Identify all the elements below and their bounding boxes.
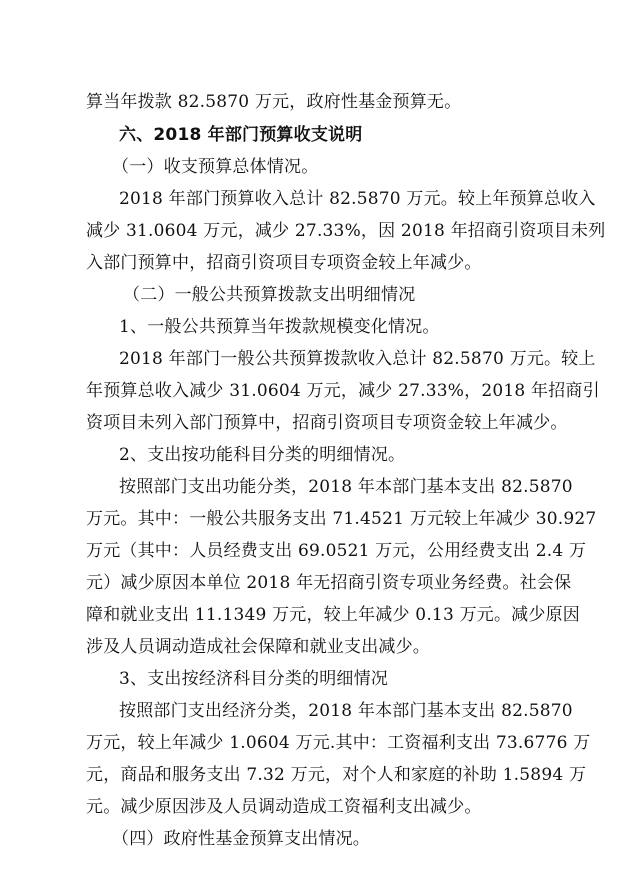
text-line: 减少 31.0604 万元，减少 27.33%，因 2018 年招商引资项目未列 [86, 221, 606, 241]
item-heading: 3、支出按经济科目分类的明细情况 [119, 669, 389, 689]
text-line: 元）减少原因本单位 2018 年无招商引资专项业务经费。社会保 [86, 573, 572, 593]
text-line: 2018 年部门一般公共预算拨款收入总计 82.5870 万元。较上 [119, 349, 596, 369]
item-heading: 2、支出按功能科目分类的明细情况。 [119, 445, 406, 465]
text-line: 2018 年部门预算收入总计 82.5870 万元。较上年预算总收入 [119, 189, 596, 209]
text-line: 元，商品和服务支出 7.32 万元，对个人和家庭的补助 1.5894 万 [86, 765, 587, 785]
section-heading: 六、2018 年部门预算收支说明 [119, 125, 363, 145]
subsection-heading: （四）政府性基金预算支出情况。 [112, 829, 370, 849]
text-line: 万元（其中：人员经费支出 69.0521 万元，公用经费支出 2.4 万 [86, 541, 587, 561]
text-line: 障和就业支出 11.1349 万元，较上年减少 0.13 万元。减少原因 [86, 605, 580, 625]
text-line: 涉及人员调动造成社会保障和就业支出减少。 [86, 637, 430, 657]
subsection-heading: （二）一般公共预算拨款支出明细情况 [123, 285, 416, 305]
text-line: 按照部门支出经济分类，2018 年本部门基本支出 82.5870 [119, 701, 573, 721]
text-line: 万元，较上年减少 1.0604 万元.其中：工资福利支出 73.6776 万 [86, 733, 591, 753]
item-heading: 1、一般公共预算当年拨款规模变化情况。 [119, 317, 440, 337]
text-line: 入部门预算中，招商引资项目专项资金较上年减少。 [86, 253, 482, 273]
text-line: 年预算总收入减少 31.0604 万元，减少 27.33%，2018 年招商引 [86, 381, 600, 401]
text-line: 算当年拨款 82.5870 万元，政府性基金预算无。 [86, 92, 462, 112]
text-line: 万元。其中：一般公共服务支出 71.4521 万元较上年减少 30.927 [86, 509, 597, 529]
text-line: 按照部门支出功能分类，2018 年本部门基本支出 82.5870 [119, 477, 573, 497]
subsection-heading: （一）收支预算总体情况。 [112, 157, 319, 177]
text-line: 元。减少原因涉及人员调动造成工资福利支出减少。 [86, 797, 482, 817]
text-line: 资项目未列入部门预算中，招商引资项目专项资金较上年减少。 [86, 413, 568, 433]
